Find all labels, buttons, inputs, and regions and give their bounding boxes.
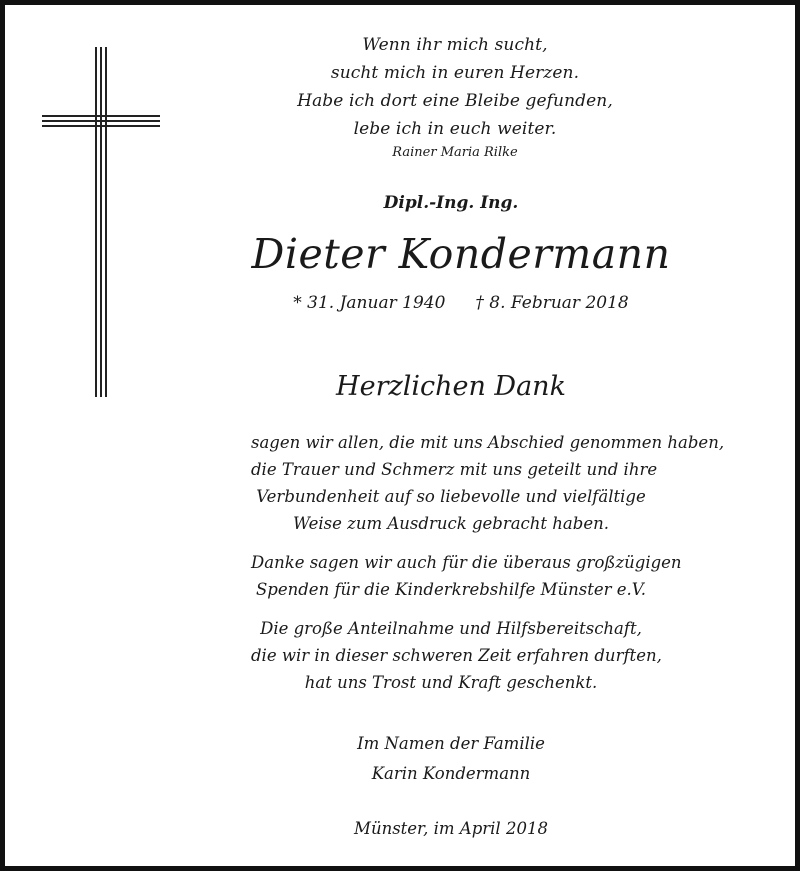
- text-line: sagen wir allen, die mit uns Abschied genommen haben,: [251, 433, 725, 452]
- deceased-name: Dieter Kondermann: [251, 230, 671, 278]
- text-line: Die große Anteilnahme und Hilfsbereitschaft,: [260, 619, 642, 638]
- donation-paragraph: [251, 549, 682, 603]
- place-date: Münster, im April 2018: [354, 819, 548, 838]
- text-line: die Trauer und Schmerz mit uns geteilt und ihre: [251, 460, 658, 479]
- poem-line: Wenn ihr mich sucht,: [362, 35, 548, 55]
- poem-author: Rainer Maria Rilke: [392, 145, 518, 160]
- signoff-line: Im Namen der Familie: [357, 734, 545, 753]
- academic-title: Dipl.-Ing. Ing.: [383, 193, 519, 213]
- poem-line: Habe ich dort eine Bleibe gefunden,: [297, 91, 613, 111]
- rilke-poem: [255, 31, 655, 163]
- family-signoff: [251, 729, 651, 789]
- thanks-heading: Herzlichen Dank: [336, 371, 566, 402]
- text-line: Weise zum Ausdruck gebracht haben.: [293, 514, 609, 533]
- text-line: hat uns Trost und Kraft geschenkt.: [304, 673, 598, 692]
- life-dates: [251, 291, 671, 315]
- poem-line: lebe ich in euch weiter.: [353, 119, 557, 139]
- cross-icon: [42, 47, 160, 397]
- death-date: † 8. Februar 2018: [475, 293, 629, 313]
- text-line: Verbundenheit auf so liebevolle und vielfältige: [256, 487, 646, 506]
- text-line: Spenden für die Kinderkrebshilfe Münster e.V.: [255, 580, 647, 599]
- text-line: die wir in dieser schweren Zeit erfahren durften,: [251, 646, 662, 665]
- thanks-paragraph: [251, 429, 725, 537]
- sympathy-paragraph: [251, 615, 662, 696]
- birth-date: * 31. Januar 1940: [293, 293, 446, 313]
- signoff-name: Karin Kondermann: [371, 764, 531, 783]
- poem-line: sucht mich in euren Herzen.: [330, 63, 580, 83]
- thanks-text: [251, 429, 725, 708]
- text-line: Danke sagen wir auch für die überaus großzügigen: [251, 553, 682, 572]
